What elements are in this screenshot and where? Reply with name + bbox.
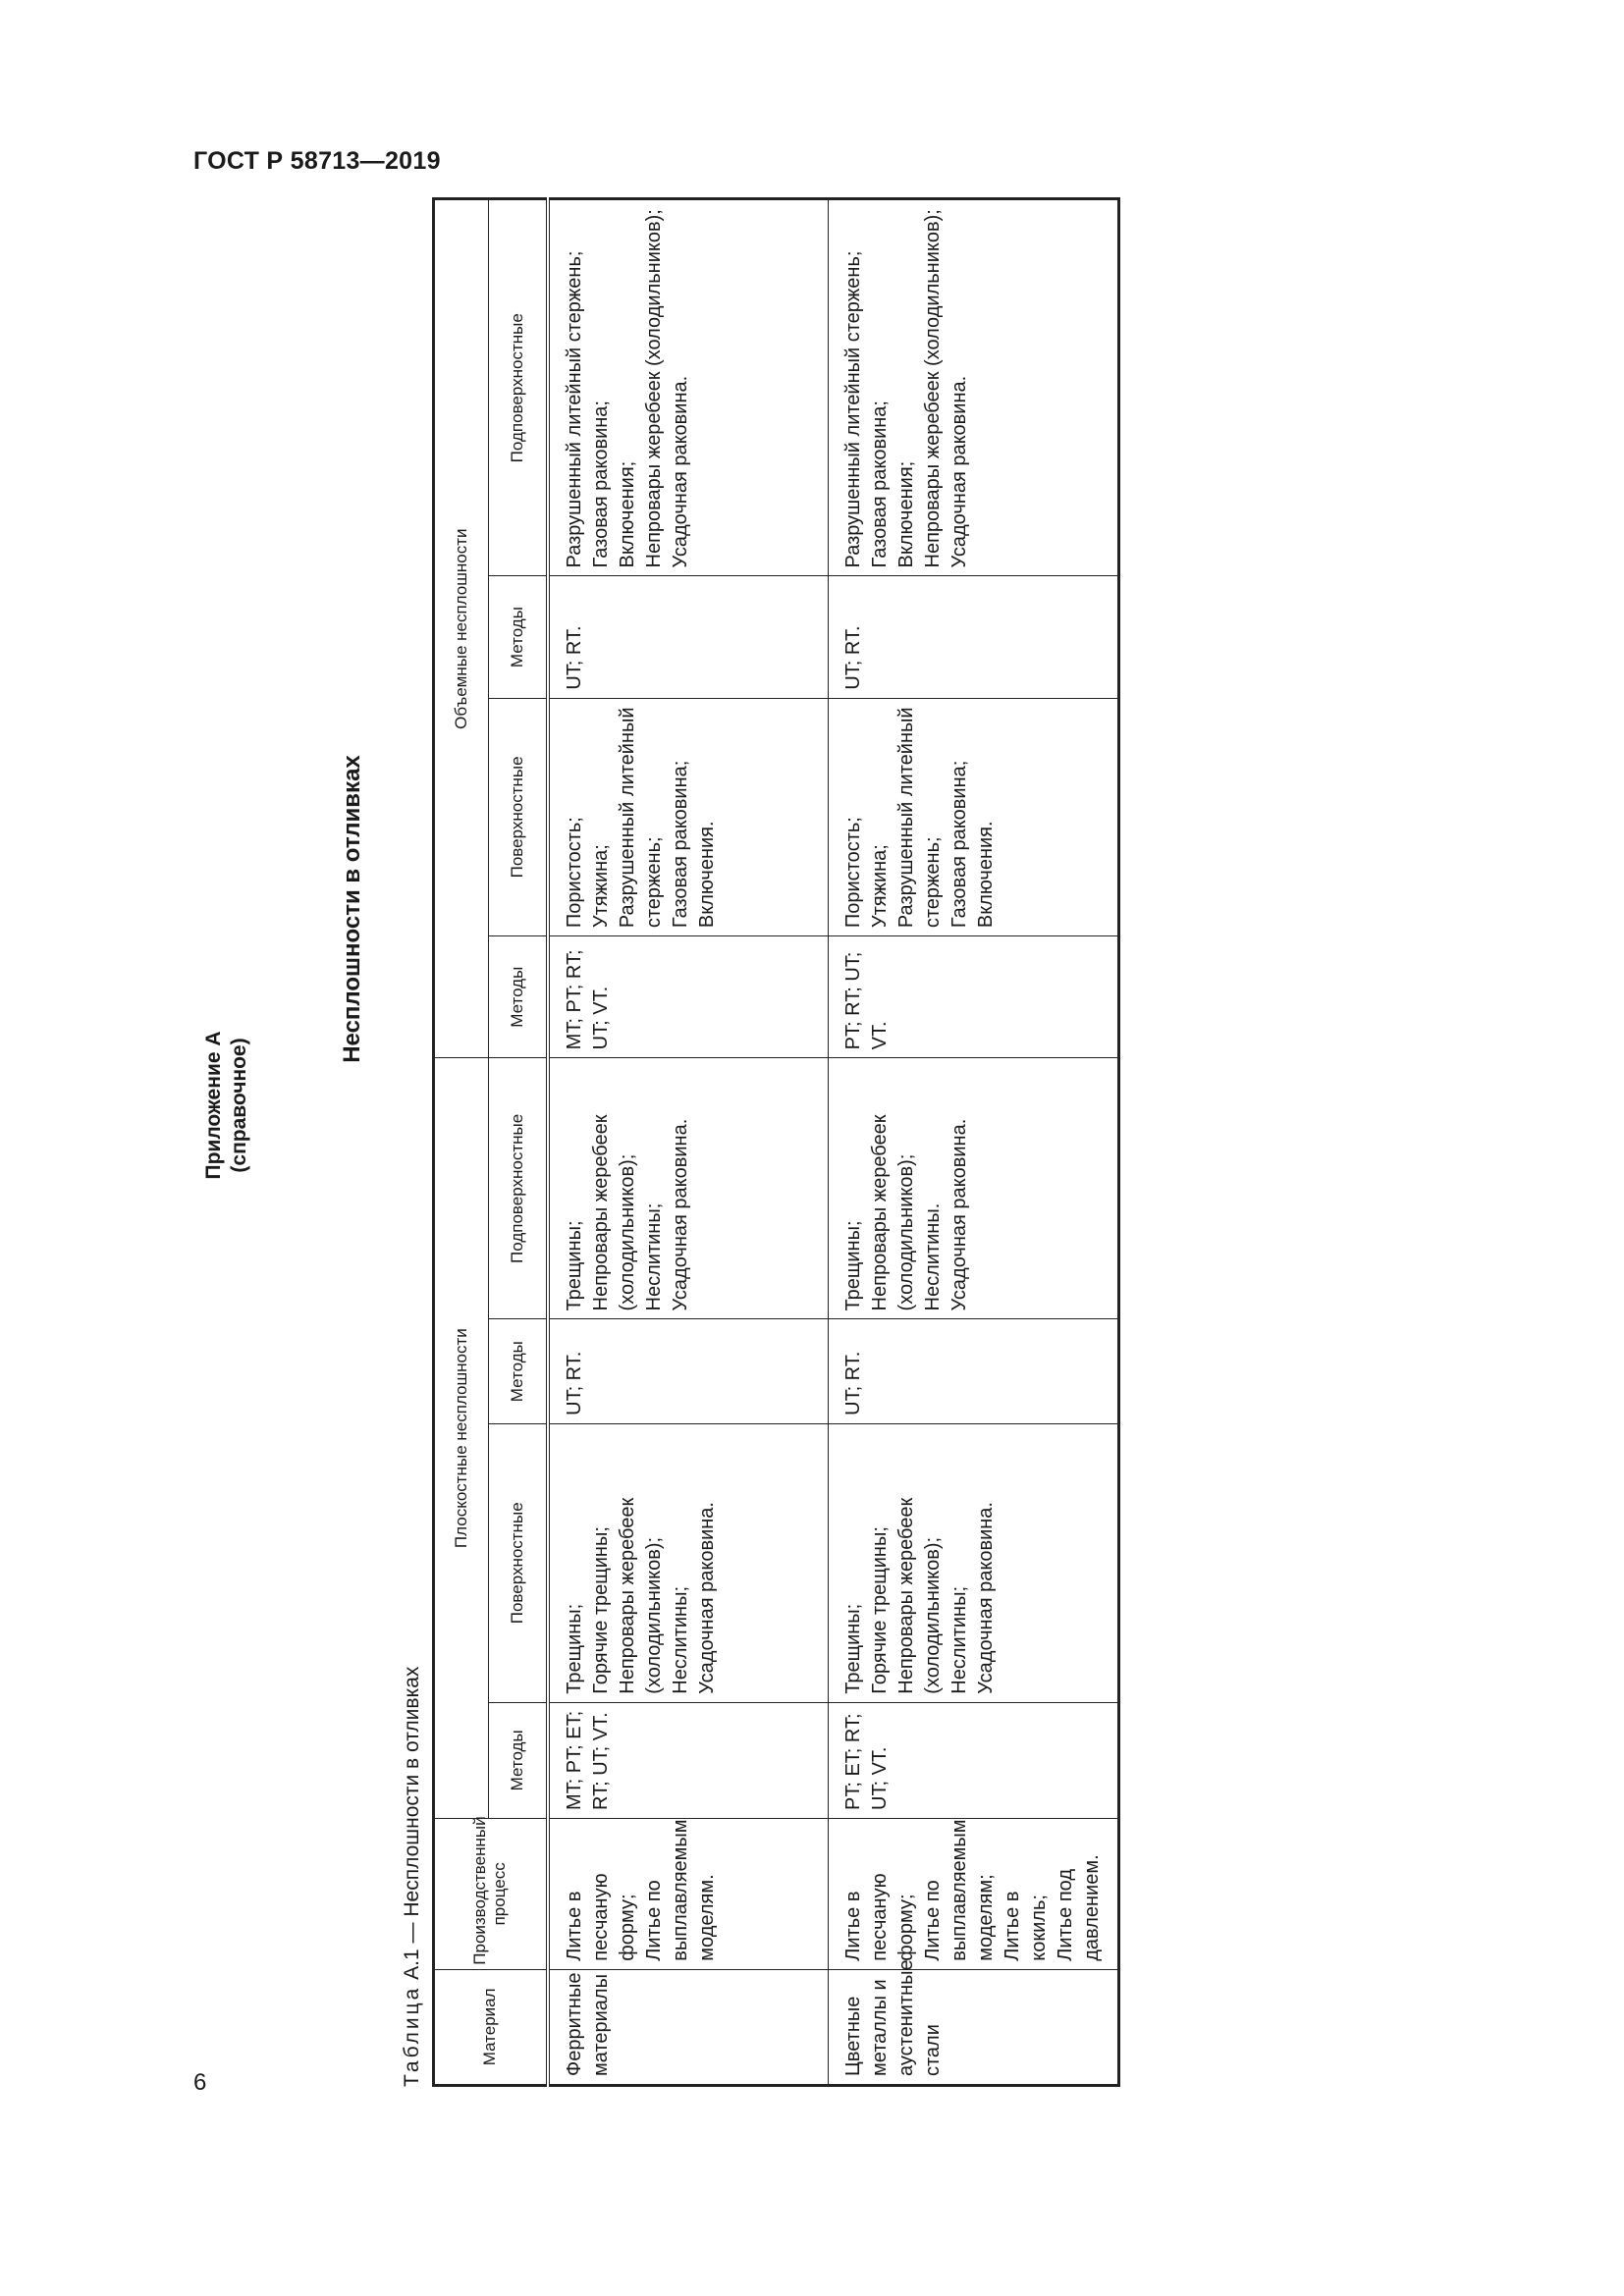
header-row-1 — [434, 199, 489, 2086]
list-item: Утяжина; — [589, 844, 612, 929]
cell-vol-subsurface — [548, 199, 829, 576]
cell-methods: PT; RT; UT; VT. — [829, 936, 1119, 1058]
list-item: Неслитины; — [669, 1586, 691, 1694]
header-vol-subsurface-methods: Методы — [489, 576, 548, 698]
header-vol-surface-methods: Методы — [489, 936, 548, 1058]
list-item: Трещины; — [563, 1603, 585, 1694]
page-number: 6 — [193, 2069, 207, 2096]
list-item: Включения. — [975, 821, 997, 929]
document-code: ГОСТ Р 58713—2019 — [193, 147, 441, 175]
list-item: Непровары жеребеек (холодильников); — [895, 1497, 944, 1694]
header-planar-subsurface: Подповерхностные — [489, 1058, 548, 1319]
cell-methods: MT; PT; ET; RT; UT; VT. — [548, 1702, 829, 1818]
cell-planar-surface — [829, 1423, 1119, 1702]
cell-process — [548, 1818, 829, 1969]
list-item: Разрушенный литейный стержень; — [895, 707, 944, 929]
cell-vol-surface — [548, 698, 829, 935]
list-item: Разрушенный литейный стержень; — [563, 250, 585, 568]
list-item: Усадочная раковина. — [948, 375, 970, 568]
list-item: Литье в песчаную форму; — [842, 1873, 917, 1961]
list-item: Включения; — [895, 460, 917, 568]
list-item: Утяжина; — [869, 844, 891, 929]
list-item: Усадочная раковина. — [669, 375, 691, 568]
table-row-nonferrous — [829, 199, 1119, 2086]
cell-process — [829, 1818, 1119, 1969]
list-item: Газовая раковина; — [869, 400, 891, 568]
list-item: Трещины; — [842, 1220, 864, 1311]
header-planar: Плоскостные несплошности — [434, 1058, 489, 1819]
appendix-title: Приложение А — [202, 1031, 225, 1180]
header-vol-surface: Поверхностные — [489, 698, 548, 935]
list-item: Неслитины. — [922, 1202, 944, 1311]
list-item: Включения. — [695, 821, 718, 929]
list-item: Литье под давлением. — [1055, 1854, 1103, 1961]
cell-methods: MT; PT; RT; UT; VT. — [548, 936, 829, 1058]
list-item: Усадочная раковина. — [948, 1118, 970, 1311]
header-planar-surface: Поверхностные — [489, 1423, 548, 1702]
cell-methods: UT; RT. — [829, 1319, 1119, 1423]
list-item: Литье по выплавляемым моделям; — [922, 1819, 997, 1961]
header-planar-surface-methods: Методы — [489, 1702, 548, 1818]
list-item: Газовая раковина; — [669, 760, 691, 929]
list-item: Литье в песчаную форму; — [563, 1873, 638, 1961]
cell-methods: UT; RT. — [829, 576, 1119, 698]
cell-planar-subsurface — [829, 1058, 1119, 1319]
appendix-type: (справочное) — [228, 1038, 250, 1173]
list-item: Литье по выплавляемым моделям. — [642, 1819, 718, 1961]
list-item: Трещины; — [563, 1220, 585, 1311]
list-item: Усадочная раковина. — [695, 1502, 718, 1694]
cell-planar-subsurface — [548, 1058, 829, 1319]
list-item: Газовая раковина; — [589, 400, 612, 568]
header-material: Материал — [434, 1969, 548, 2085]
header-process: Производственный процесс — [434, 1818, 548, 1969]
list-item: Неслитины; — [948, 1586, 970, 1694]
list-item: Усадочная раковина. — [669, 1118, 691, 1311]
list-item: Газовая раковина; — [948, 760, 970, 929]
cell-material: Цветные металлы и аустенитные стали — [829, 1969, 1119, 2085]
table-caption-text: А.1 — Несплошности в отливках — [401, 1666, 423, 1986]
cell-planar-surface — [548, 1423, 829, 1702]
list-item: Пористость; — [563, 817, 585, 929]
table-caption-prefix: Таблица — [401, 1985, 423, 2087]
header-vol-subsurface: Подповерхностные — [489, 199, 548, 576]
list-item: Неслитины; — [642, 1202, 665, 1311]
cell-methods: PT; ET; RT; UT; VT. — [829, 1702, 1119, 1818]
cell-methods: UT; RT. — [548, 576, 829, 698]
list-item: Разрушенный литейный стержень; — [616, 707, 665, 929]
list-item: Непровары жеребеек (холодильников); — [642, 209, 665, 568]
list-item: Пористость; — [842, 817, 864, 929]
header-row-2 — [489, 199, 548, 2086]
header-volumetric: Объемные несплошности — [434, 199, 489, 1058]
list-item: Усадочная раковина. — [975, 1502, 997, 1694]
cell-vol-subsurface — [829, 199, 1119, 576]
table-caption — [400, 1667, 424, 2087]
appendix-heading — [201, 811, 252, 1400]
list-item: Разрушенный литейный стержень; — [842, 250, 864, 568]
list-item: Включения; — [616, 460, 638, 568]
table-row-ferritic — [548, 199, 829, 2086]
section-title: Несплошности в отливках — [339, 755, 365, 1063]
cell-material: Ферритные материалы — [548, 1969, 829, 2085]
list-item: Литье в кокиль; — [1001, 1891, 1050, 1961]
cell-vol-surface — [829, 698, 1119, 935]
list-item: Непровары жеребеек (холодильников); — [922, 209, 944, 568]
list-item: Горячие трещины; — [869, 1526, 891, 1694]
list-item: Непровары жеребеек (холодильников); — [616, 1497, 665, 1694]
list-item: Непровары жеребеек (холодильников); — [589, 1114, 638, 1311]
list-item: Трещины; — [842, 1603, 864, 1694]
cell-methods: UT; RT. — [548, 1319, 829, 1423]
list-item: Непровары жеребеек (холодильников); — [869, 1114, 917, 1311]
header-planar-subsurface-methods: Методы — [489, 1319, 548, 1423]
list-item: Горячие трещины; — [589, 1526, 612, 1694]
defects-table — [432, 197, 1120, 2087]
